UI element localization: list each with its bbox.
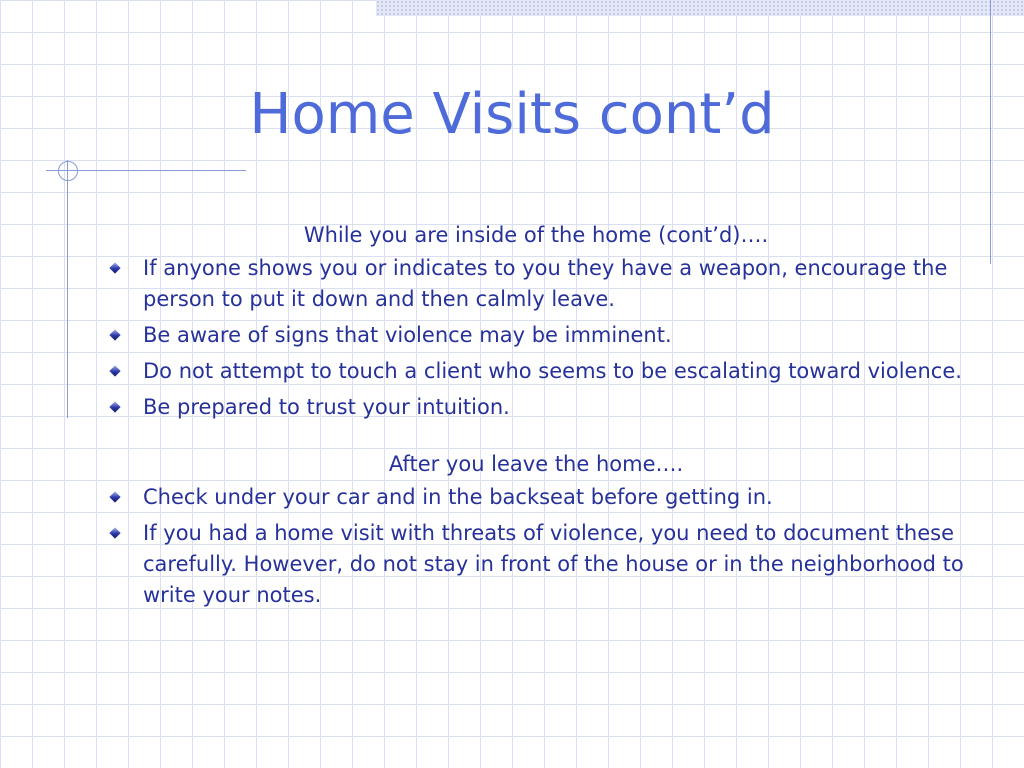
diamond-bullet-icon	[109, 262, 120, 273]
diamond-bullet-icon	[109, 491, 120, 502]
slide-title: Home Visits cont’d	[249, 82, 775, 147]
slide-body	[108, 220, 964, 616]
list-item	[108, 518, 964, 611]
list-item-text: Be prepared to trust your intuition.	[143, 395, 510, 419]
diamond-bullet-icon	[109, 365, 120, 376]
corner-circle-ornament	[58, 161, 78, 181]
list-item-text: Do not attempt to touch a client who seems to be escalating toward violence.	[143, 359, 962, 383]
diamond-bullet-icon	[109, 527, 120, 538]
list-item-text: If anyone shows you or indicates to you they have a weapon, encourage the person to put it down and then calmly leave.	[143, 256, 948, 311]
section-heading-inside: While you are inside of the home (cont’d)….	[303, 223, 769, 247]
list-item-text: If you had a home visit with threats of violence, you need to document these carefully. However, do not stay in front of the house or in the neighborhood to write your notes.	[143, 521, 964, 607]
list-item	[108, 392, 964, 423]
diamond-bullet-icon	[109, 329, 120, 340]
list-item-text: Check under your car and in the backseat before getting in.	[143, 485, 773, 509]
diamond-bullet-icon	[109, 401, 120, 412]
section-heading-after: After you leave the home….	[388, 452, 684, 476]
list-item	[108, 482, 964, 513]
list-item-text: Be aware of signs that violence may be imminent.	[143, 323, 672, 347]
bullet-list-after	[108, 482, 964, 611]
header-pattern-band	[376, 0, 1024, 16]
list-item	[108, 320, 964, 351]
list-item	[108, 356, 964, 387]
left-accent-line	[67, 160, 68, 418]
list-item	[108, 253, 964, 315]
bullet-list-inside	[108, 253, 964, 423]
